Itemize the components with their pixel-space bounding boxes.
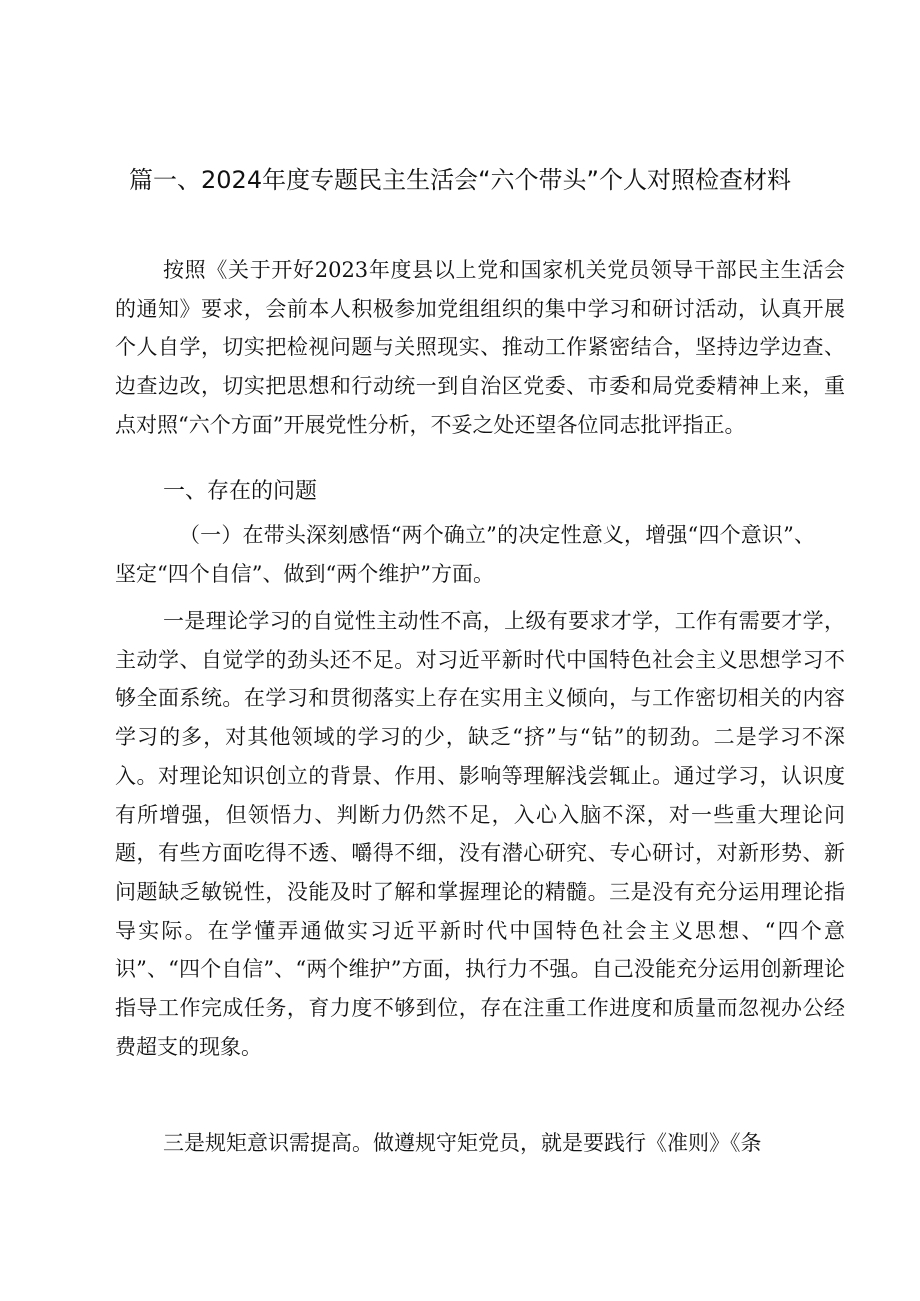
section-heading: 一、存在的问题: [163, 479, 318, 504]
intro-paragraph: 按照《关于开好2023年度县以上党和国家机关党员领导干部民主生活会的通知》要求，会前本人积极参加党组组织的集中学习和研讨活动，认真开展个人自学，切实把检视问题与关照现实、推动工作紧密结合，坚持边学边查、边查边改，切实把思想和行动统一到自治区党委、市委和局党委精神上来，重点对照“六个方面”开展党性分析，不妥之处还望各位同志批评指正。: [115, 258, 845, 437]
body-paragraph-1: 一是理论学习的自觉性主动性不高，上级有要求才学，工作有需要才学，主动学、自觉学的劲头还不足。对习近平新时代中国特色社会主义思想学习不够全面系统。在学习和贯彻落实上存在实用主义倾向，与工作密切相关的内容学习的多，对其他领域的学习的少，缺乏“挤”与“钻”的韧劲。二是学习不深入。对理论知识创立的背景、作用、影响等理解浅尝辄止。通过学习，认识度有所增强，但领悟力、判断力仍然不足，入心入脑不深，对一些重大理论问题，有些方面吃得不透、嚼得不细，没有潜心研究、专心研讨，对新形势、新问题缺乏敏锐性，没能及时了解和掌握理论的精髓。三是没有充分运用理论指导实际。在学懂弄通做实习近平新时代中国特色社会主义思想、“四个意识”、“四个自信”、“两个维护”方面，执行力不强。自己没能充分运用创新理论指导工作完成任务，育力度不够到位，存在注重工作进度和质量而忽视办公经费超支的现象。: [115, 609, 845, 1059]
document-title: 篇一、2024年度专题民主生活会“六个带头”个人对照检查材料: [129, 166, 791, 194]
body-paragraph-2: 三是规矩意识需提高。做遵规守矩党员，就是要践行《准则》《条: [163, 1131, 762, 1155]
subsection-heading: （一）在带头深刻感悟“两个确立”的决定性意义，增强“四个意识”、坚定“四个自信”、做到“两个维护”方面。: [115, 523, 815, 586]
